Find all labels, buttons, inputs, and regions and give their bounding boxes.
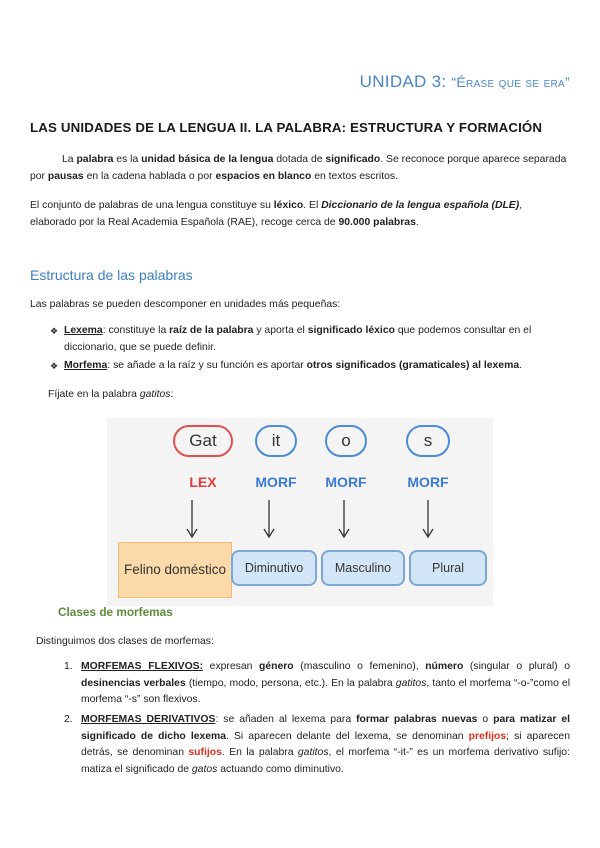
bullet-lexema: ❖ Lexema: constituye la raíz de la palabra y aporta el significado léxico que podemos consultar en el diccionario, que se puede definir.: [50, 323, 570, 356]
unit-subtitle: “Érase que se era”: [451, 74, 570, 90]
tag-morf-2: MORF: [325, 474, 367, 490]
part-gat: Gat: [173, 425, 233, 457]
down-arrow-icon: [262, 500, 276, 540]
intro-paragraph-2: El conjunto de palabras de una lengua constituye su léxico. El Diccionario de la lengua española (DLE), elaborado por la Real Academia Española (RAE), recoge cerca de 90.000 palabras.: [30, 200, 523, 228]
intro-paragraph-1: La palabra es la unidad básica de la lengua dotada de significado. Se reconoce porque aparece separada por pausas en la cadena hablada o por espacios en blanco en textos escritos.: [30, 154, 567, 182]
down-arrow-icon: [185, 500, 199, 540]
part-o: o: [325, 425, 367, 457]
tag-morf-1: MORF: [255, 474, 297, 490]
box-plural: Plural: [409, 550, 487, 586]
section-title-clases: Clases de morfemas: [58, 605, 173, 619]
diamond-bullet-icon: ❖: [50, 361, 59, 371]
tag-morf-3: MORF: [407, 474, 449, 490]
list-item-derivativos: 2. MORFEMAS DERIVATIVOS: se añaden al lexema para formar palabras nuevas o para matizar el significado de dicho lexema. Si aparecen delante del lexema, se denominan prefijos; si aparecen detrás, se denominan sufijos. En la palabra gatitos, el morfema “-it-” es un morfema derivativo sufijo: matiza el significado de gatos actuando como diminutivo.: [64, 714, 570, 775]
morpheme-diagram: [107, 418, 493, 606]
unit-heading: [360, 72, 570, 92]
page-title: LAS UNIDADES DE LA LENGUA II. LA PALABRA: ESTRUCTURA Y FORMACIÓN: [30, 120, 543, 135]
part-s: s: [406, 425, 450, 457]
section-title-estructura: Estructura de las palabras: [30, 267, 193, 283]
clases-intro: Distinguimos dos clases de morfemas:: [36, 636, 214, 647]
example-sentence: Fíjate en la palabra gatitos:: [48, 389, 174, 400]
box-felino-domestico: Felino doméstico: [118, 542, 232, 598]
down-arrow-icon: [421, 500, 435, 540]
list-item-flexivos: 1. MORFEMAS FLEXIVOS: expresan género (masculino o femenino), número (singular o plural) o desinencias verbales (tiempo, modo, persona, etc.). En la palabra gatitos, tanto el morfema “-o-”como el morfema “-s” son flexivos.: [64, 661, 571, 705]
box-masculino: Masculino: [321, 550, 405, 586]
tag-lex: LEX: [189, 474, 217, 490]
bullet-morfema: ❖ Morfema: se añade a la raíz y su función es aportar otros significados (gramaticales) al lexema.: [50, 358, 570, 375]
down-arrow-icon: [337, 500, 351, 540]
unit-label: UNIDAD 3:: [359, 72, 447, 91]
part-it: it: [255, 425, 297, 457]
diamond-bullet-icon: ❖: [50, 326, 59, 336]
estructura-intro: Las palabras se pueden descomponer en unidades más pequeñas:: [30, 299, 341, 310]
box-diminutivo: Diminutivo: [231, 550, 317, 586]
